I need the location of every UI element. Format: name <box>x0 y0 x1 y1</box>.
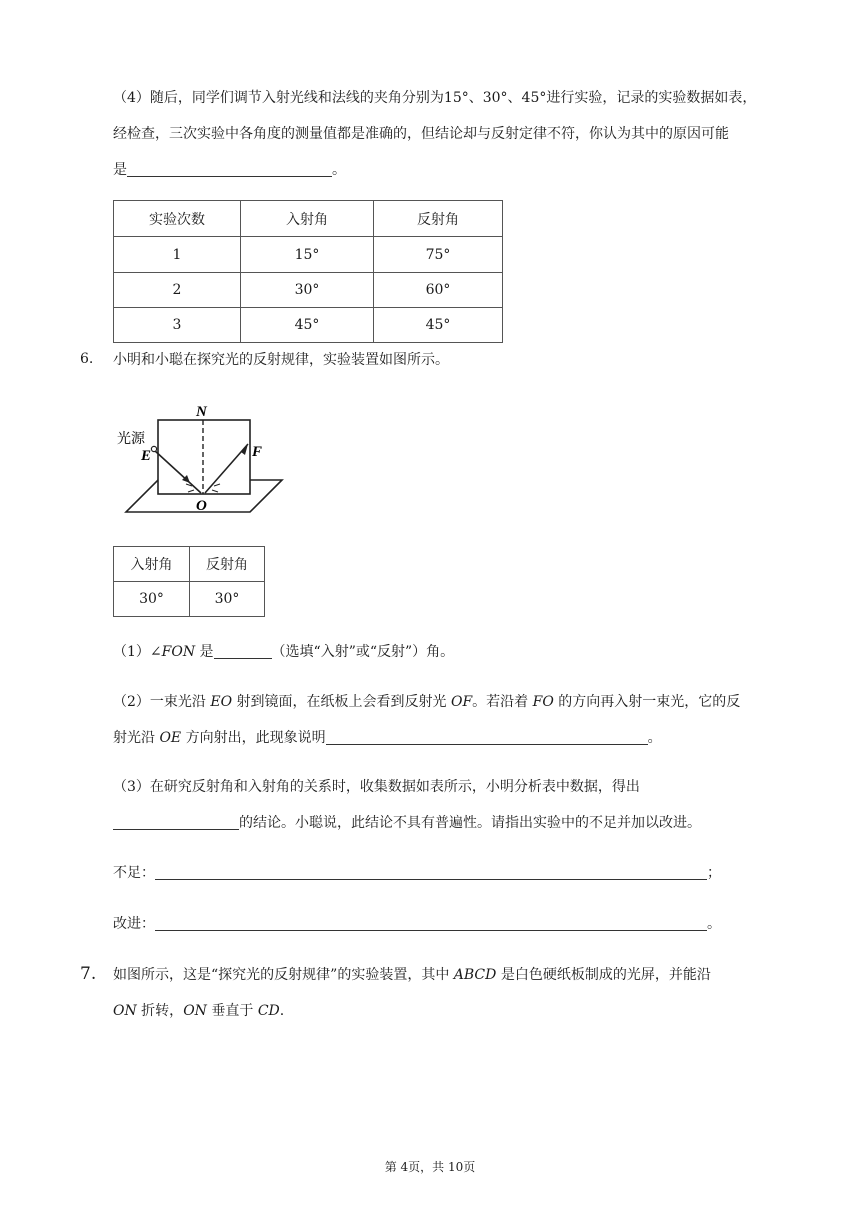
table-row <box>114 582 265 617</box>
q7-text: 垂直于 <box>206 1003 258 1019</box>
q7-on: ON <box>183 1003 207 1019</box>
q6-part2-of: OF <box>450 694 473 710</box>
q6-deficiency-blank[interactable] <box>155 861 707 880</box>
light-source-dot <box>151 446 156 451</box>
q6-part3-line2-text: 的结论。小聪说，此结论不具有普遍性。请指出实验中的不足并加以改进。 <box>239 815 701 831</box>
q7-text: 是白色硬纸板制成的光屏，并能沿 <box>496 967 711 983</box>
table-cell: 15° <box>241 237 374 273</box>
q6-part2-line1 <box>113 684 793 720</box>
table-cell: 30° <box>241 273 374 308</box>
q6-part2-text: 方向射出，此现象说明 <box>181 730 326 746</box>
q6-part1-end: （选填“入射”或“反射”）角。 <box>271 644 455 660</box>
q6-part2-text: 射到镜面，在纸板上会看到反射光 <box>232 694 451 710</box>
table-header-row <box>114 201 503 237</box>
table-header: 反射角 <box>190 547 265 582</box>
q7-number: 7. <box>80 964 97 984</box>
q6-deficiency-label: 不足： <box>113 865 155 881</box>
q6-improvement-line <box>113 906 793 942</box>
q6-part1-mid: 是 <box>195 644 214 660</box>
table-row <box>114 273 503 308</box>
table-header: 入射角 <box>114 547 190 582</box>
q7-text: 折转， <box>136 1003 184 1019</box>
q7-line1 <box>113 957 793 993</box>
q7-line2 <box>113 993 793 1029</box>
table-row <box>114 308 503 343</box>
reflection-apparatus-figure <box>110 400 290 520</box>
table-header: 入射角 <box>241 201 374 237</box>
table-cell: 3 <box>114 308 241 343</box>
label-o: O <box>196 498 207 514</box>
q5-answer-blank[interactable] <box>127 158 332 177</box>
table-cell: 30° <box>190 582 265 617</box>
q5-part4-line3-end: 。 <box>332 162 346 178</box>
q6-improvement-end: 。 <box>707 916 721 932</box>
label-f: F <box>252 444 263 460</box>
q6-part3-line1: （3）在研究反射角和入射角的关系时，收集数据如表所示，小明分析表中数据，得出 <box>113 779 640 795</box>
q7-text: 如图所示，这是“探究光的反射规律”的实验装置，其中 <box>113 967 454 983</box>
q6-part1-blank[interactable] <box>214 640 272 659</box>
q6-deficiency-end: ； <box>707 865 721 881</box>
q6-part2-end: 。 <box>647 730 662 746</box>
table-cell: 60° <box>374 273 503 308</box>
q6-part2-text: 。若沿着 <box>472 694 533 710</box>
q6-part1-start: （1）∠ <box>113 644 162 660</box>
q6-data-table <box>113 546 265 617</box>
table-row <box>114 237 503 273</box>
q5-data-table <box>113 200 503 343</box>
page-footer: 第 4页，共 10页 <box>384 1160 476 1174</box>
q6-improvement-label: 改进： <box>113 916 155 932</box>
table-cell: 45° <box>374 308 503 343</box>
q6-part2-text: （2）一束光沿 <box>113 694 211 710</box>
q6-part2-blank[interactable] <box>326 726 648 745</box>
q6-stem: 小明和小聪在探究光的反射规律，实验装置如图所示。 <box>113 352 449 368</box>
table-cell: 2 <box>114 273 241 308</box>
q6-part2-line2 <box>113 720 793 756</box>
q7-on: ON <box>113 1003 137 1019</box>
q6-part2-eo: EO <box>210 694 233 710</box>
q7-text: . <box>279 1003 285 1019</box>
label-n: N <box>196 404 207 420</box>
q5-part4-line3-start: 是 <box>113 162 127 178</box>
q6-number: 6. <box>80 351 94 367</box>
q6-part1-angle: FON <box>161 644 196 660</box>
table-header: 反射角 <box>374 201 503 237</box>
table-cell: 45° <box>241 308 374 343</box>
table-cell: 75° <box>374 237 503 273</box>
table-header-row <box>114 547 265 582</box>
q5-part4-line1: （4）随后，同学们调节入射光线和法线的夹角分别为15°、30°、45°进行实验，记录的实验数据如表， <box>113 90 757 106</box>
label-e: E <box>141 448 152 464</box>
table-cell: 1 <box>114 237 241 273</box>
q5-part4-line2: 经检查，三次实验中各角度的测量值都是准确的，但结论却与反射定律不符，你认为其中的原因可能 <box>113 126 729 142</box>
q6-part2-oe: OE <box>159 730 182 746</box>
table-header: 实验次数 <box>114 201 241 237</box>
q6-deficiency-line <box>113 855 793 891</box>
q6-part2-text: 的方向再入射一束光，它的反 <box>553 694 741 710</box>
q6-part1 <box>113 634 793 670</box>
q6-improvement-blank[interactable] <box>155 912 707 931</box>
q6-part2-fo: FO <box>532 694 554 710</box>
label-light-source: 光源 <box>117 432 145 447</box>
q6-part2-text: 射光沿 <box>113 730 160 746</box>
q6-part3-line2 <box>113 805 793 841</box>
q7-abcd: ABCD <box>453 967 497 983</box>
table-cell: 30° <box>114 582 190 617</box>
q5-part4-line3 <box>113 152 793 188</box>
q6-part3-blank[interactable] <box>113 811 239 830</box>
q7-cd: CD <box>257 1003 280 1019</box>
